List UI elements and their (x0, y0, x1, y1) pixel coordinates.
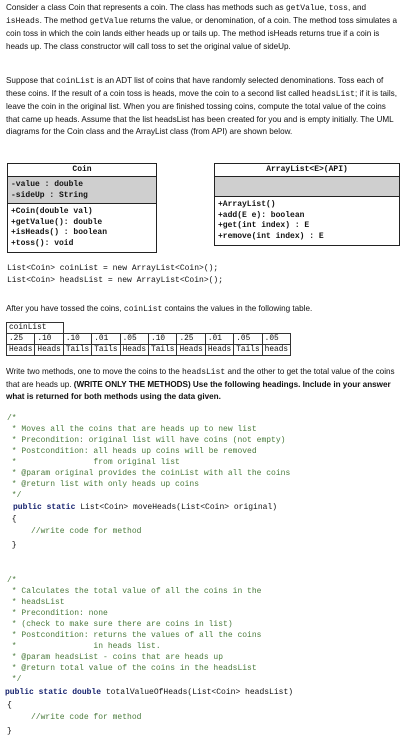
code-getvalue: getValue (285, 4, 325, 13)
uml-coin-class (7, 163, 157, 253)
signature-keyword: public static (13, 503, 76, 512)
coin-value: .05 (262, 334, 290, 345)
method1-close-brace: } (7, 541, 17, 550)
uml-attribute: -sideUp : String (11, 191, 88, 200)
write-instructions (6, 366, 400, 404)
table-row-sides (7, 345, 291, 356)
uml-operation: +get(int index) : E (218, 221, 310, 230)
coin-side: Heads (35, 345, 63, 356)
code-getvalue: getValue (89, 17, 128, 27)
coin-value: .01 (92, 334, 120, 345)
instruction-bold: (WRITE ONLY THE METHODS) Use the following headings. Include in your answer what is returned for both methods using the data given. (6, 380, 391, 402)
table-row-values (7, 334, 291, 345)
after-toss-sentence (6, 303, 400, 316)
uml-coin-attributes (8, 177, 156, 204)
declaration-coinlist: List<Coin> coinList = new ArrayList<Coin>(); (7, 264, 219, 273)
comment-line: */ (7, 675, 22, 684)
uml-operation: +remove(int index) : E (218, 231, 324, 241)
uml-coin-operations (8, 204, 156, 252)
sentence-text: contains the values in the following table. (162, 304, 313, 313)
coin-value: .05 (120, 334, 148, 345)
method2-signature (5, 688, 293, 698)
comment-line: * Postcondition: all heads up coins will be removed (7, 447, 257, 456)
comment-line: * headsList (7, 598, 65, 607)
coin-side: Tails (149, 345, 177, 356)
code-coinlist: coinList (123, 305, 163, 314)
coin-value: .10 (63, 334, 91, 345)
coin-value: .25 (7, 334, 35, 345)
signature-keyword: public static double (5, 688, 102, 697)
coinlist-table (6, 322, 291, 356)
method1-signature (13, 503, 277, 513)
coin-side: Heads (120, 345, 148, 356)
method2-open-brace: { (7, 701, 12, 710)
comment-line: /* (7, 576, 17, 585)
code-toss: toss (328, 4, 348, 13)
intro-text: . The method (39, 16, 90, 26)
uml-arraylist-title: ArrayList<E>(API) (215, 164, 399, 177)
comment-line: * Precondition: original list will have coins (not empty) (7, 436, 286, 445)
intro-text: Suppose that (6, 76, 57, 85)
comment-line: * Moves all the coins that are heads up to new list (7, 425, 257, 434)
intro-text: is an ADT list of coins that have randomly selected denominations. Toss each of these coins. If the result of a coin toss is heads, move the coin to a second list called (6, 76, 384, 99)
coin-side: Tails (63, 345, 91, 356)
intro-text: , (324, 3, 329, 12)
coin-side: Tails (234, 345, 262, 356)
comment-line: * from original list (7, 458, 180, 467)
uml-operation: +ArrayList() (218, 200, 276, 209)
intro-paragraph-1 (6, 2, 400, 53)
uml-attribute: -value : double (11, 180, 84, 189)
coin-value: .05 (234, 334, 262, 345)
comment-line: * Postcondition: returns the values of all the coins (7, 631, 262, 640)
instruction-text: and the other to get the total value of the coins that are heads up. (6, 367, 395, 390)
comment-line: * @return total value of the coins in the headsList (7, 664, 257, 673)
table-caption-filler (63, 323, 290, 334)
uml-coin-title: Coin (8, 164, 156, 177)
table-caption: coinList (7, 323, 64, 334)
signature-rest: totalValueOfHeads(List<Coin> headsList) (101, 688, 294, 697)
method1-open-brace: { (7, 515, 17, 524)
intro-text: returns the value, or denomination, of a coin. The method toss simulates a coin toss in which the coin lands either heads up or tails up. The method isHeads returns true if a coin is heads up. The class constructor will call toss to set the original value of sideUp. (6, 16, 398, 51)
comment-line: * Calculates the total value of all the coins in the (7, 587, 262, 596)
code-headslist: headsList (181, 368, 226, 377)
code-isheads: isHeads (6, 17, 40, 27)
sentence-text: After you have tossed the coins, (6, 304, 124, 313)
uml-operation: +getValue(): double (11, 217, 103, 227)
intro-text: , and (347, 3, 367, 12)
method2-body-comment: //write code for method (7, 713, 142, 722)
coin-side: heads (262, 345, 290, 356)
intro-text: Consider a class Coin that represents a coin. The class has methods such as (6, 3, 286, 12)
code-coinlist: coinList (56, 77, 95, 86)
code-headslist: headsList (311, 90, 355, 100)
uml-arraylist-class (214, 163, 400, 246)
comment-line: /* (7, 414, 17, 423)
comment-line: * Precondition: none (7, 609, 108, 618)
comment-line: * (check to make sure there are coins in list) (7, 620, 233, 629)
declaration-headslist: List<Coin> headsList = new ArrayList<Coin>(); (7, 276, 224, 285)
coin-value: .25 (177, 334, 205, 345)
uml-operation: +Coin(double val) (11, 207, 93, 216)
uml-arraylist-attributes (215, 177, 399, 197)
comment-line: * @return list with only heads up coins (7, 480, 200, 489)
comment-line: * in heads list. (7, 642, 161, 651)
coin-side: Heads (205, 345, 233, 356)
coin-value: .01 (205, 334, 233, 345)
intro-paragraph-2 (6, 75, 400, 138)
coin-side: Heads (177, 345, 205, 356)
coin-side: Heads (7, 345, 35, 356)
uml-arraylist-operations (215, 197, 399, 245)
signature-rest: List<Coin> moveHeads(List<Coin> original) (75, 503, 278, 512)
uml-operation: +isHeads() : boolean (11, 228, 108, 237)
comment-line: * @param headsList - coins that are heads up (7, 653, 224, 662)
coin-value: .10 (35, 334, 63, 345)
uml-operation: +toss(): void (11, 238, 74, 248)
method1-body-comment: //write code for method (7, 527, 142, 536)
coin-value: .10 (149, 334, 177, 345)
uml-operation: +add(E e): boolean (218, 210, 305, 220)
method2-close-brace: } (7, 727, 12, 736)
intro-text: ; if it is tails, leave the coin in the original list. When you are finished tossing coins, compute the total value of the coins that came up heads. Assume that the list headsList has been created for you and is empty initially. The UML diagrams for the Coin class and the ArrayList class (from API) are shown below. (6, 89, 397, 136)
comment-line: * @param original provides the coinList with all the coins (7, 469, 291, 478)
instruction-text: Write two methods, one to move the coins to the (6, 367, 182, 376)
coin-side: Tails (92, 345, 120, 356)
comment-line: */ (7, 491, 22, 500)
